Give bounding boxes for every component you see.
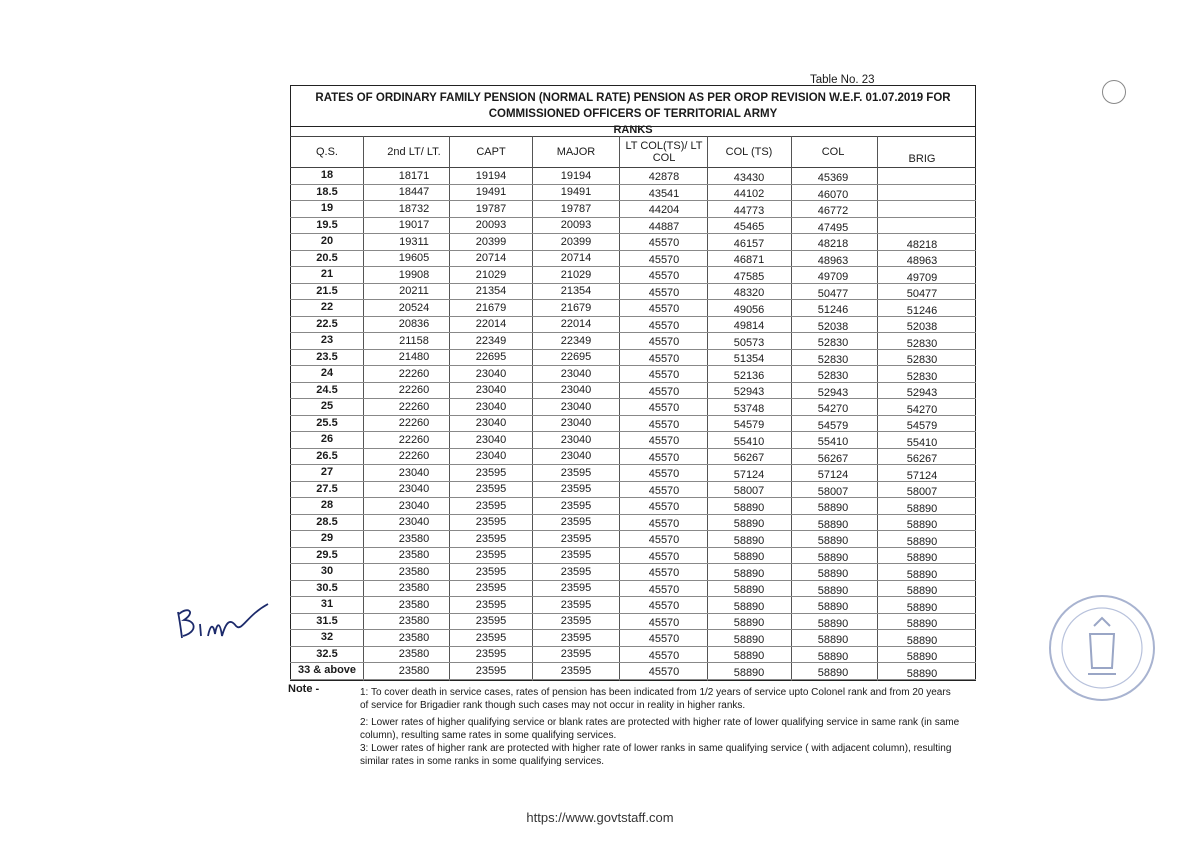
qs-cell: 21.5 — [316, 284, 338, 297]
pension-cell: 23040 — [398, 483, 430, 495]
pension-cell: 51246 — [906, 304, 938, 317]
pension-cell: 21354 — [560, 285, 592, 297]
pension-cell: 45570 — [648, 633, 680, 645]
pension-cell: 23040 — [475, 384, 507, 396]
pension-cell: 52830 — [906, 354, 938, 366]
pension-cell: 21029 — [475, 268, 507, 281]
pension-cell: 58890 — [817, 584, 849, 597]
footer-url: https://www.govtstaff.com — [526, 810, 674, 825]
pension-cell: 45570 — [648, 336, 680, 348]
pension-cell: 45570 — [648, 583, 680, 596]
pension-cell: 23580 — [398, 631, 430, 644]
pension-cell: 50477 — [817, 287, 849, 300]
qs-cell: 30 — [320, 565, 334, 577]
pension-cell: 23595 — [560, 648, 592, 660]
qs-cell: 22 — [320, 301, 334, 313]
note-1: 1: To cover death in service cases, rates of pension has been indicated from 1/2 years of service upto Colonel rank and from 20 years of service for Brigadier rank though such cases may not occur in reality in higher ranks. — [360, 687, 951, 711]
pension-cell: 22260 — [398, 384, 430, 396]
pension-cell: 45570 — [648, 517, 680, 530]
pension-cell: 54579 — [817, 419, 849, 432]
pension-cell: 21679 — [475, 301, 507, 314]
qs-cell: 25.5 — [316, 416, 338, 429]
pension-cell: 19787 — [560, 202, 592, 215]
pension-cell: 20836 — [398, 318, 430, 330]
pension-cell: 23580 — [398, 565, 430, 578]
pension-cell: 23595 — [560, 582, 592, 594]
pension-cell: 58890 — [817, 634, 849, 646]
qs-cell: 24.5 — [316, 383, 338, 396]
pension-cell: 19491 — [560, 186, 592, 198]
pension-cell: 45570 — [648, 286, 680, 299]
pension-cell: 58890 — [817, 551, 849, 564]
pension-cell: 23040 — [398, 499, 430, 512]
pension-cell: 45570 — [648, 418, 680, 431]
pension-cell: 18171 — [398, 169, 430, 182]
pension-cell: 23580 — [398, 582, 430, 594]
pension-cell: 22014 — [560, 318, 592, 330]
pension-cell: 45570 — [648, 600, 680, 612]
pension-cell: 52830 — [817, 337, 849, 349]
pension-cell: 58890 — [733, 584, 765, 596]
pension-cell: 23595 — [475, 648, 507, 660]
qs-cell: 20 — [320, 235, 334, 247]
qs-cell: 33 & above — [297, 664, 357, 676]
pension-cell: 52943 — [817, 386, 849, 399]
pension-cell: 21480 — [398, 351, 430, 363]
pension-cell: 52830 — [817, 353, 849, 366]
pension-cell: 50477 — [906, 288, 938, 300]
pension-cell: 23040 — [475, 450, 507, 462]
pension-cell: 54579 — [906, 420, 938, 432]
pension-cell: 23595 — [560, 565, 592, 578]
pension-cell: 20399 — [475, 235, 507, 248]
pension-cell: 57124 — [817, 469, 849, 481]
pension-cell: 58890 — [817, 601, 849, 613]
pension-cell: 49709 — [906, 271, 938, 284]
pension-cell: 21029 — [560, 268, 592, 281]
pension-cell: 58890 — [817, 650, 849, 663]
pension-cell: 58890 — [733, 534, 765, 547]
qs-cell: 29.5 — [316, 548, 338, 561]
pension-cell: 45570 — [648, 237, 680, 249]
pension-cell: 58890 — [906, 519, 938, 531]
pension-cell: 23040 — [475, 433, 507, 446]
pension-cell: 52943 — [906, 387, 938, 399]
pension-cell: 23595 — [475, 549, 507, 561]
column-header: Q.S. — [315, 146, 338, 158]
table-title-line-2: COMMISSIONED OFFICERS OF TERRITORIAL ARMY — [488, 108, 778, 120]
pension-cell: 23595 — [475, 516, 507, 528]
pension-cell: 58890 — [906, 502, 938, 515]
pension-cell: 45570 — [648, 402, 680, 414]
pension-cell: 19491 — [475, 186, 507, 198]
qs-cell: 26 — [320, 433, 334, 445]
pension-cell: 46772 — [817, 205, 849, 217]
qs-cell: 27 — [320, 466, 334, 478]
pension-cell: 19194 — [560, 169, 592, 182]
qs-cell: 18.5 — [316, 185, 338, 198]
note-3: 3: Lower rates of higher rank are protected with higher rate of lower ranks in same qualifying service ( with adjacent column), resulting similar rates in some ranks in some qualifying services. — [360, 743, 952, 767]
table-title-line-1: RATES OF ORDINARY FAMILY PENSION (NORMAL RATE) PENSION AS PER OROP REVISION W.E.F. 01.07.2019 FOR — [315, 92, 951, 104]
pension-cell: 58007 — [817, 485, 849, 498]
pension-cell: 19017 — [398, 219, 430, 231]
pension-cell: 58890 — [906, 535, 938, 548]
pension-cell: 23595 — [560, 532, 592, 545]
pension-cell: 52943 — [733, 386, 765, 398]
pension-cell: 19787 — [475, 202, 507, 215]
pension-cell: 23580 — [398, 598, 430, 611]
pension-cell: 52136 — [733, 369, 765, 382]
pension-cell: 45570 — [648, 352, 680, 365]
official-stamp — [1042, 588, 1162, 713]
pension-cell: 23580 — [398, 664, 430, 677]
pension-cell: 23595 — [560, 631, 592, 644]
qs-cell: 24 — [320, 367, 334, 379]
pension-cell: 20524 — [398, 301, 430, 314]
pension-cell: 23595 — [560, 664, 592, 677]
pension-cell: 21354 — [475, 285, 507, 297]
pension-cell: 51354 — [733, 353, 765, 365]
pension-cell: 45570 — [648, 435, 680, 447]
pension-cell: 56267 — [817, 452, 849, 465]
pension-cell: 55410 — [733, 435, 765, 448]
column-header: COL — [821, 146, 845, 158]
pension-cell: 58890 — [817, 617, 849, 630]
pension-cell: 44204 — [648, 204, 680, 216]
pension-cell: 23580 — [398, 532, 430, 545]
pension-cell: 22260 — [398, 400, 430, 413]
column-header: CAPT — [476, 146, 506, 158]
pension-cell: 58890 — [906, 601, 938, 614]
qs-cell: 28 — [320, 499, 334, 511]
pension-cell: 19311 — [399, 235, 429, 248]
pension-cell: 22260 — [398, 433, 430, 446]
pension-cell: 52038 — [906, 321, 938, 333]
pension-cell: 57124 — [733, 468, 765, 481]
pension-cell: 22695 — [475, 351, 507, 363]
pension-cell: 49814 — [733, 320, 765, 332]
pension-cell: 45570 — [648, 649, 680, 662]
pension-cell: 44773 — [733, 204, 765, 217]
pension-cell: 58007 — [733, 485, 765, 497]
pension-cell: 58890 — [817, 502, 849, 514]
handwritten-signature — [170, 596, 270, 651]
qs-cell: 18 — [320, 169, 334, 181]
pension-cell: 58890 — [733, 617, 765, 629]
ranks-divider — [290, 136, 976, 137]
pension-cell: 58890 — [906, 552, 938, 564]
pension-cell: 58890 — [817, 518, 849, 531]
pension-cell: 45570 — [648, 319, 680, 332]
pension-cell: 58890 — [906, 634, 938, 647]
pension-cell: 45570 — [648, 303, 680, 315]
column-header: COL (TS) — [725, 146, 773, 158]
pension-cell: 22260 — [398, 367, 430, 380]
pension-cell: 21679 — [560, 301, 592, 314]
pension-cell: 23595 — [560, 516, 592, 528]
pension-cell: 54270 — [817, 403, 849, 415]
pension-cell: 58890 — [817, 535, 849, 547]
pension-cell: 58890 — [733, 551, 765, 563]
pension-cell: 45570 — [648, 369, 680, 381]
pension-cell: 58890 — [733, 633, 765, 646]
pension-cell: 46871 — [733, 254, 765, 266]
qs-cell: 20.5 — [316, 251, 338, 264]
pension-cell: 23595 — [475, 483, 507, 495]
pension-cell: 23040 — [475, 400, 507, 413]
qs-cell: 19.5 — [316, 218, 338, 231]
pension-cell: 23040 — [560, 450, 592, 462]
pension-cell: 58890 — [906, 651, 938, 663]
pension-cell: 45570 — [648, 616, 680, 629]
pension-cell: 45570 — [648, 451, 680, 464]
column-header: BRIG — [908, 153, 936, 165]
ranks-label: RANKS — [613, 124, 653, 136]
pension-cell: 23595 — [475, 466, 507, 479]
pension-cell: 56267 — [733, 452, 765, 464]
pension-cell: 54579 — [733, 419, 765, 431]
pension-cell: 44102 — [733, 188, 765, 200]
pension-cell: 23595 — [475, 664, 507, 677]
pension-cell: 57124 — [906, 469, 938, 482]
pension-cell: 18447 — [398, 186, 430, 198]
pension-cell: 23580 — [398, 549, 430, 561]
pension-cell: 20714 — [560, 252, 592, 264]
pension-cell: 23595 — [475, 532, 507, 545]
pension-cell: 58890 — [733, 518, 765, 530]
qs-cell: 31 — [320, 598, 334, 610]
pension-cell: 58890 — [733, 600, 765, 613]
pension-cell: 22349 — [560, 334, 592, 347]
pension-cell: 19908 — [398, 268, 430, 281]
qs-cell: 21 — [320, 268, 334, 280]
qs-cell: 25 — [320, 400, 334, 412]
pension-cell: 23040 — [398, 466, 430, 479]
pension-cell: 23040 — [560, 433, 592, 446]
pension-cell: 55410 — [906, 436, 938, 449]
pension-cell: 45570 — [648, 666, 680, 678]
pension-cell: 45570 — [648, 385, 680, 398]
pension-cell: 58890 — [906, 568, 938, 581]
pension-cell: 23595 — [475, 615, 507, 627]
pension-cell: 22349 — [475, 334, 507, 347]
pension-cell: 47585 — [733, 270, 765, 283]
pension-cell: 23595 — [560, 549, 592, 561]
pension-cell: 23580 — [398, 615, 430, 627]
pension-cell: 48320 — [733, 287, 765, 299]
pension-cell: 46157 — [733, 237, 765, 250]
qs-cell: 30.5 — [316, 581, 338, 594]
pension-cell: 55410 — [817, 436, 849, 448]
pension-cell: 58890 — [733, 501, 765, 514]
qs-cell: 31.5 — [316, 614, 338, 627]
pension-cell: 58890 — [817, 568, 849, 580]
pension-cell: 58890 — [817, 667, 849, 679]
pension-cell: 48963 — [906, 255, 938, 267]
pension-cell: 48218 — [817, 238, 849, 250]
qs-cell: 23.5 — [316, 350, 338, 363]
qs-cell: 27.5 — [316, 482, 338, 495]
pension-cell: 56267 — [906, 453, 938, 465]
pension-cell: 23040 — [475, 367, 507, 380]
pension-cell: 49709 — [817, 271, 849, 283]
pension-cell: 18732 — [398, 202, 430, 215]
note-2: 2: Lower rates of higher qualifying service or blank rates are protected with higher rate of lower qualifying service in same rank (in same column), resulting same rates in some qualifying services. — [360, 717, 960, 741]
pension-cell: 47495 — [817, 221, 849, 234]
pension-cell: 45570 — [648, 534, 680, 546]
pension-cell: 23595 — [560, 598, 592, 611]
pension-cell: 22260 — [398, 417, 430, 429]
pension-cell: 52038 — [817, 320, 849, 333]
note-label: Note - — [288, 683, 320, 695]
pension-cell: 52830 — [906, 337, 938, 350]
pension-cell: 23040 — [560, 367, 592, 380]
pension-cell: 50573 — [733, 336, 765, 349]
pension-cell: 43430 — [733, 171, 765, 184]
qs-cell: 19 — [320, 202, 334, 214]
pension-cell: 58890 — [906, 618, 938, 630]
pension-cell: 52830 — [906, 370, 938, 383]
pension-cell: 58007 — [906, 486, 938, 498]
pension-cell: 20714 — [475, 252, 507, 264]
punch-hole-mark — [1102, 80, 1126, 104]
pension-cell: 23595 — [475, 582, 507, 594]
pension-cell: 53748 — [733, 402, 765, 415]
pension-cell: 23595 — [475, 598, 507, 611]
pension-cell: 54270 — [906, 403, 938, 416]
qs-cell: 23 — [320, 334, 334, 346]
pension-cell: 23595 — [560, 483, 592, 495]
table-number: Table No. 23 — [810, 74, 875, 86]
pension-cell: 45570 — [648, 567, 680, 579]
pension-cell: 58890 — [906, 667, 938, 680]
pension-cell: 23595 — [475, 631, 507, 644]
pension-cell: 23595 — [560, 466, 592, 479]
qs-cell: 28.5 — [316, 515, 338, 528]
pension-cell: 58890 — [733, 567, 765, 580]
pension-cell: 44887 — [648, 220, 680, 233]
pension-cell: 20399 — [560, 235, 592, 248]
pension-cell: 23040 — [560, 417, 592, 429]
pension-cell: 45369 — [817, 172, 849, 184]
qs-cell: 22.5 — [316, 317, 338, 330]
pension-cell: 45570 — [648, 253, 680, 266]
pension-cell: 45570 — [648, 468, 680, 480]
pension-cell: 52830 — [817, 370, 849, 382]
column-header: LT COL(TS)/ LT COL — [625, 140, 703, 164]
pension-cell: 48218 — [906, 238, 938, 251]
pension-cell: 22260 — [398, 450, 430, 462]
pension-cell: 58890 — [906, 585, 938, 597]
qs-cell: 26.5 — [316, 449, 338, 462]
pension-cell: 58890 — [733, 666, 765, 679]
pension-cell: 19194 — [475, 169, 507, 182]
pension-cell: 23580 — [398, 648, 430, 660]
pension-cell: 23040 — [398, 516, 430, 528]
pension-cell: 20093 — [560, 219, 592, 231]
pension-cell: 42878 — [648, 171, 680, 183]
qs-cell: 32 — [320, 631, 334, 643]
pension-cell: 58890 — [733, 650, 765, 662]
pension-cell: 49056 — [733, 303, 765, 316]
pension-cell: 51246 — [817, 304, 849, 316]
qs-cell: 32.5 — [316, 647, 338, 660]
pension-cell: 20211 — [399, 285, 429, 297]
pension-cell: 23040 — [560, 400, 592, 413]
pension-cell: 23595 — [475, 565, 507, 578]
pension-cell: 45465 — [733, 221, 765, 233]
pension-cell: 23595 — [560, 615, 592, 627]
pension-cell: 43541 — [648, 187, 680, 200]
pension-cell: 23595 — [475, 499, 507, 512]
pension-cell: 23040 — [475, 417, 507, 429]
pension-cell: 23595 — [560, 499, 592, 512]
pension-cell: 19605 — [398, 252, 430, 264]
pension-cell: 45570 — [648, 270, 680, 282]
qs-cell: 29 — [320, 532, 334, 544]
pension-cell: 45570 — [648, 484, 680, 497]
pension-cell: 23040 — [560, 384, 592, 396]
pension-cell: 45570 — [648, 550, 680, 563]
pension-cell: 20093 — [475, 219, 507, 231]
column-header: MAJOR — [556, 146, 596, 158]
pension-cell: 22014 — [475, 318, 507, 330]
pension-cell: 48963 — [817, 254, 849, 267]
pension-cell: 45570 — [648, 501, 680, 513]
pension-cell: 22695 — [560, 351, 592, 363]
column-header: 2nd LT/ LT. — [387, 146, 441, 158]
pension-cell: 46070 — [817, 188, 849, 201]
pension-cell: 21158 — [399, 334, 429, 347]
